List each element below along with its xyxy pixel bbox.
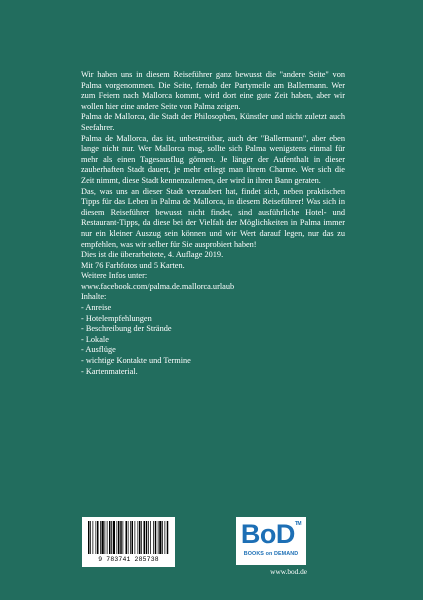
barcode-bar <box>144 521 146 554</box>
barcode-bar <box>117 521 118 554</box>
publisher-logo-mark <box>236 519 306 549</box>
publisher-tagline: BOOKS on DEMAND <box>243 551 299 557</box>
isbn-barcode <box>82 517 175 567</box>
barcode-bar <box>120 521 122 554</box>
barcode-bars <box>82 517 175 557</box>
contents-item: - Beschreibung der Strände <box>81 324 172 334</box>
barcode-bar <box>96 521 97 554</box>
more-info-label: Weitere Infos unter: <box>81 271 148 281</box>
contents-item: - Kartenmaterial. <box>81 366 138 376</box>
contents-item: - wichtige Kontakte und Termine <box>81 356 191 366</box>
barcode-bar <box>162 521 163 554</box>
barcode-bar <box>148 521 149 554</box>
publisher-logo-text: BoD <box>240 519 295 549</box>
contents-list <box>81 303 345 377</box>
barcode-bar <box>90 521 91 554</box>
barcode-bar <box>165 521 166 554</box>
publisher-trademark: TM <box>294 521 302 527</box>
photos-note: Mit 76 Farbfotos und 5 Karten. <box>81 260 185 270</box>
barcode-bar <box>158 521 159 554</box>
barcode-bar <box>102 521 104 554</box>
contents-item: - Ausflüge <box>81 345 116 355</box>
barcode-bar <box>135 521 136 554</box>
barcode-bar <box>118 521 120 554</box>
barcode-bar <box>138 521 139 554</box>
barcode-bar <box>128 521 129 554</box>
contents-label: Inhalte: <box>81 292 107 302</box>
publisher-url: www.bod.de <box>270 567 307 576</box>
barcode-bar <box>132 521 134 554</box>
edition-note: Dies ist die überarbeitete, 4. Auflage 2019. <box>81 250 224 260</box>
barcode-bar <box>123 521 124 554</box>
blurb-paragraph-1: Wir haben uns in diesem Reiseführer ganz bewusst die "andere Seite" von Palma vorgenommen. Die Seite, fernab der Partymeile am Ballermann. Wer zum Feiern nach Mallorca kommt, wird dort eine gute Zeit haben, aber wir wollen hier eine andere Seite von Palma zeigen. <box>81 70 345 111</box>
barcode-bar <box>167 521 169 554</box>
barcode-bar <box>159 521 161 554</box>
publisher-logo <box>236 517 306 565</box>
barcode-bar <box>126 521 128 554</box>
barcode-bar <box>155 521 157 554</box>
blurb-paragraph-2: Palma de Mallorca, die Stadt der Philosophen, Künstler und nicht zuletzt auch Seefahrer. <box>81 112 345 132</box>
barcode-bar <box>130 521 131 554</box>
contents-item: - Hotelempfehlungen <box>81 313 152 323</box>
blurb-paragraph-3: Palma de Mallorca, das ist, unbestreitbar, auch der "Ballermann", aber eben lange nicht nur. Wer Mallorca mag, sollte sich Palma wenigstens einmal für mehr als einen Tagesausflug gönnen. Je länger der Aufenthalt in dieser zauberhaften Stadt dauert, je mehr erliegt man ihrem Charme. Wer sich die Zeit nimmt, diese Stadt kennenzulernen, der wird in ihren Bann geraten. <box>81 133 345 185</box>
barcode-bar <box>111 521 112 554</box>
barcode-bar <box>88 521 90 554</box>
barcode-bar <box>93 521 94 554</box>
barcode-bar <box>97 521 99 554</box>
barcode-bar <box>153 521 154 554</box>
barcode-bar <box>146 521 148 554</box>
blurb-paragraph-4: Das, was uns an dieser Stadt verzaubert hat, findet sich, neben praktischen Tipps für das Leben in Palma de Mallorca, in diesem Reiseführer! Was sich in diesem Reiseführer bewusst nicht findet, sind ausführliche Hotel- und Restaurant-Tipps, da diese bei der Vielfalt der Möglichkeiten in Palma immer nur ein kleiner Auszug sein können und wir Wert darauf legen, nur das zu empfehlen, was wir selber für Sie ausprobiert haben! <box>81 186 345 249</box>
isbn-digits: 9 783741 285738 <box>98 556 159 563</box>
facebook-url: www.facebook.com/palma.de.mallorca.urlaub <box>81 281 235 291</box>
barcode-bar <box>109 521 111 554</box>
blurb-text-block <box>81 70 345 377</box>
barcode-bar <box>107 521 108 554</box>
contents-item: - Anreise <box>81 303 112 313</box>
barcode-bar <box>113 521 115 554</box>
barcode-bar <box>150 521 151 554</box>
barcode-bar <box>105 521 106 554</box>
barcode-bar <box>139 521 141 554</box>
barcode-bar <box>100 521 101 554</box>
barcode-bar <box>141 521 142 554</box>
contents-item: - Lokale <box>81 334 109 344</box>
